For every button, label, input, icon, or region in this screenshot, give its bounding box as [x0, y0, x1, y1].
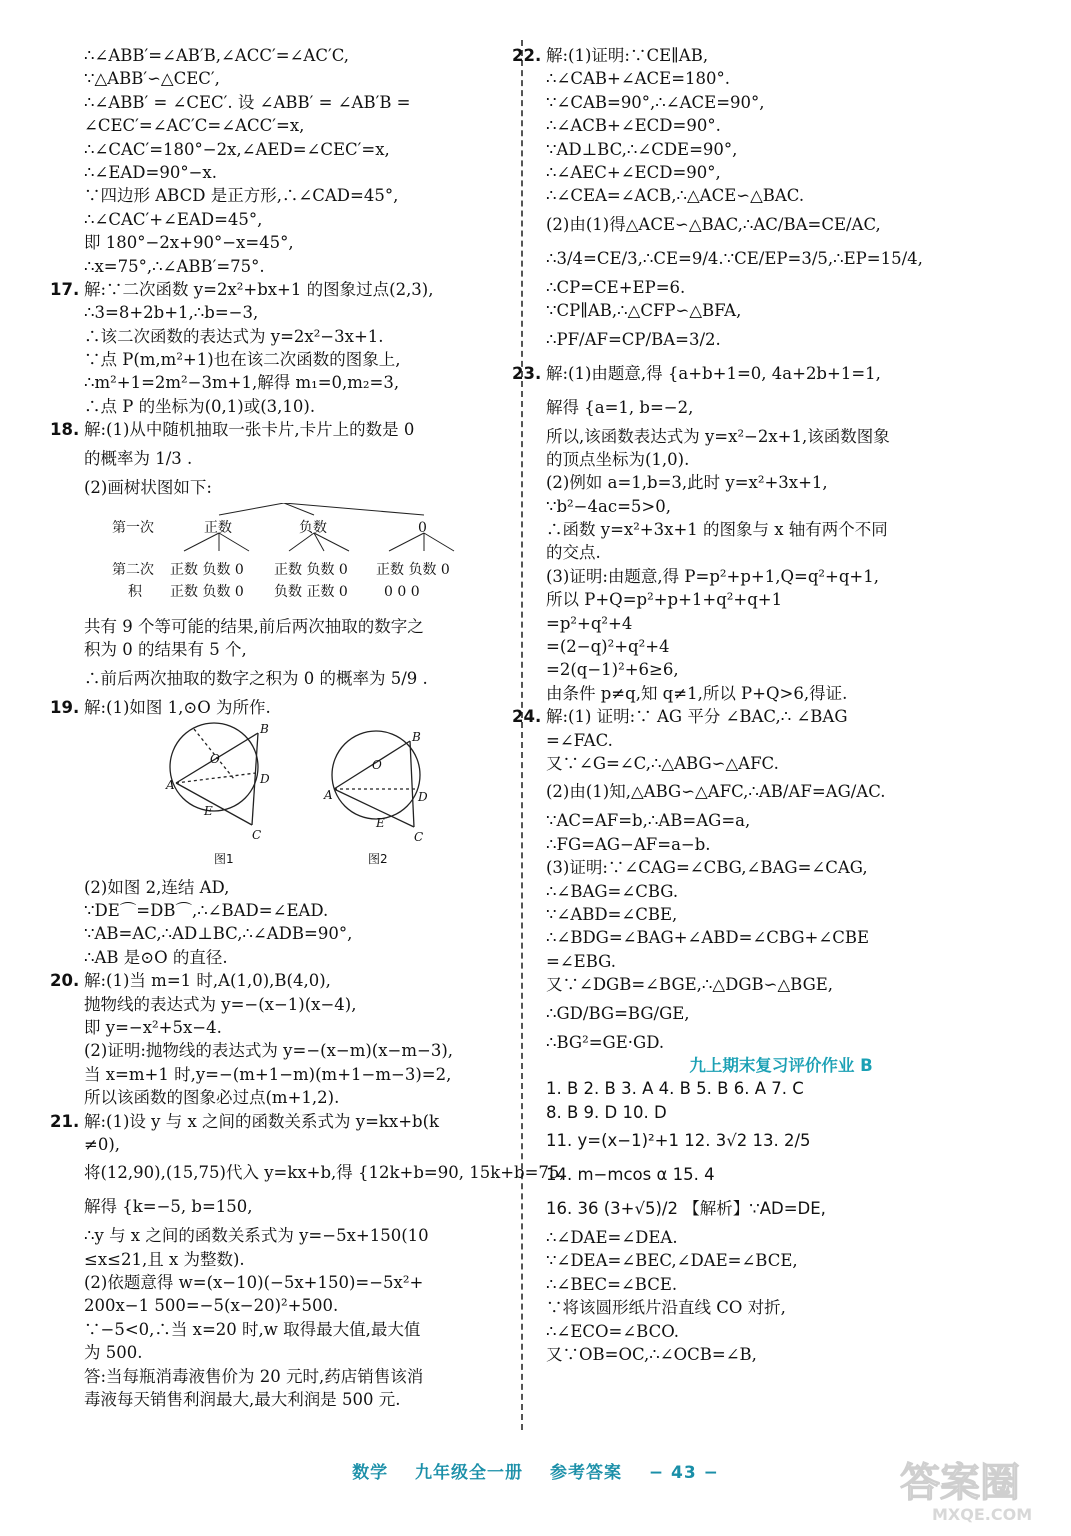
tree-row2-item: 正数 负数 0: [376, 562, 450, 579]
line-text: 又∵∠G=∠C,∴△ABG∽△AFC.: [546, 753, 779, 773]
text-line: [84, 1388, 514, 1411]
text-line: [84, 1271, 514, 1294]
text-line: [84, 946, 514, 969]
tree-row1-label: 第一次: [112, 520, 154, 537]
line-text: ∴GD/BG=BG/GE,: [546, 1003, 690, 1023]
line-text: 积为 0 的结果有 5 个,: [84, 640, 247, 660]
line-text: 解:(1)如图 1,⊙O 为所作.: [84, 697, 271, 717]
fig1-caption: 图1: [214, 852, 234, 867]
text-line: [50, 418, 514, 441]
fig1-label-A: A: [166, 778, 175, 793]
text-line: [84, 1248, 514, 1271]
line-text: 200x−1 500=−5(x−20)²+500.: [84, 1296, 339, 1316]
text-line: [546, 1273, 1016, 1296]
text-line: [512, 705, 1016, 728]
text-line: [546, 1296, 1016, 1319]
line-text: 所以该函数的图象必过点(m+1,2).: [84, 1088, 340, 1108]
line-text: ∴前后两次抽取的数字之积为 0 的概率为 5/9 .: [84, 668, 428, 688]
fig2-label-A: A: [324, 788, 333, 803]
watermark-logo: [892, 1448, 1062, 1528]
line-text: 解:(1) 证明:∵ AG 平分 ∠BAC,∴ ∠BAG: [546, 707, 848, 727]
text-line: [84, 301, 514, 324]
line-text: ∴∠BAG=∠CBG.: [546, 881, 679, 901]
text-line: [546, 997, 1016, 1031]
text-line: [546, 775, 1016, 809]
line-text: (3)证明:∵∠CAG=∠CBG,∠BAG=∠CAG,: [546, 858, 868, 878]
figure-1: [170, 723, 258, 825]
text-line: [84, 1156, 565, 1190]
text-line: [84, 1133, 514, 1156]
line-text: ∴∠CAC′=180°−2x,∠AED=∠CEC′=x,: [84, 139, 390, 159]
text-line: [546, 809, 1016, 832]
line-text: ∵AB=AC,∴AD⊥BC,∴∠ADB=90°,: [84, 924, 353, 944]
problem-number: 18.: [50, 420, 80, 440]
tree-row1-item: 正数: [204, 520, 232, 537]
fig1-label-O: O: [210, 752, 220, 767]
text-line: [512, 357, 1016, 391]
line-text: ∴∠EAD=90°−x.: [84, 162, 217, 182]
line-text: ∵DE⌒=DB⌒,∴∠BAD=∠EAD.: [84, 901, 329, 920]
line-text: (2)由(1)得△ACE∽△BAC,∴AC/BA=CE/AC,: [546, 214, 881, 234]
text-line: [84, 662, 514, 696]
line-text: 解:∵二次函数 y=2x²+bx+1 的图象过点(2,3),: [84, 279, 434, 299]
line-text: 当 x=m+1 时,y=−(m+1−m)(m+1−m−3)=2,: [84, 1064, 452, 1084]
answer-row: 14. m−mcos α 15. 4: [546, 1165, 715, 1185]
line-text: 由条件 p≠q,知 q≠1,所以 P+Q>6,得证.: [546, 683, 848, 703]
line-text: 即 y=−x²+5x−4.: [84, 1017, 222, 1037]
line-text: =∠FAC.: [546, 730, 613, 750]
line-text: =∠EBG.: [546, 951, 616, 971]
line-text: =p²+q²+4: [546, 613, 633, 633]
line-text: ∵四边形 ABCD 是正方形,∴∠CAD=45°,: [84, 186, 399, 206]
fig2-label-E: E: [376, 816, 385, 831]
tree-row3-item: 负数 正数 0: [274, 584, 348, 601]
text-line: [546, 903, 1016, 926]
text-line: [84, 1086, 514, 1109]
line-text: ∴∠ECO=∠BCO.: [546, 1321, 680, 1341]
problem-number: 24.: [512, 707, 542, 727]
text-line: [84, 395, 514, 418]
text-line: [84, 442, 514, 476]
problem-number: 20.: [50, 971, 80, 991]
line-text: 解:(1)设 y 与 x 之间的函数关系式为 y=kx+b(k: [84, 1111, 440, 1131]
text-line: [546, 1343, 1016, 1366]
text-line: [84, 255, 514, 278]
text-line: [546, 208, 1016, 242]
line-text: ∴3/4=CE/3,∴CE=9/4.∵CE/EP=3/5,∴EP=15/4,: [546, 248, 923, 268]
tree-row3-item: 正数 负数 0: [170, 584, 244, 601]
line-text: ∵∠ABD=∠CBE,: [546, 904, 678, 924]
text-line: [84, 184, 514, 207]
tree-row2-item: 正数 负数 0: [170, 562, 244, 579]
line-text: 解:(1)由题意,得 {a+b+1=0, 4a+2b+1=1,: [546, 363, 881, 383]
text-line: [84, 1190, 514, 1224]
line-text: ∵−5<0,∴当 x=20 时,w 取得最大值,最大值: [84, 1319, 421, 1339]
tree-row2-item: 正数 负数 0: [274, 562, 348, 579]
text-line: [546, 471, 1016, 494]
text-line: [546, 729, 1016, 752]
line-text: 答:当每瓶消毒液售价为 20 元时,药店销售该消: [84, 1366, 424, 1386]
line-text: (2)由(1)知,△ABG∽△AFC,∴AB/AF=AG/AC.: [546, 782, 886, 802]
fig2-label-D: D: [418, 790, 428, 805]
text-line: [84, 1016, 514, 1039]
text-line: [546, 495, 1016, 518]
line-text: ∴∠CAC′+∠EAD=45°,: [84, 209, 263, 229]
line-text: 解:(1)当 m=1 时,A(1,0),B(4,0),: [84, 971, 331, 991]
footer-grade: 九年级全一册: [415, 1463, 524, 1483]
figure-2: [332, 731, 420, 827]
line-text: 所以 P+Q=p²+p+1+q²+q+1: [546, 590, 783, 610]
text-line: [84, 231, 514, 254]
tree-row3-item: 0 0 0: [384, 584, 420, 601]
text-line: [546, 67, 1016, 90]
text-line: [84, 1341, 514, 1364]
right-lines-2: [546, 1226, 1016, 1366]
text-line: [84, 1039, 514, 1062]
line-text: ∴3=8+2b+1,∴b=−3,: [84, 303, 259, 323]
text-line: [546, 242, 1016, 276]
text-line: [546, 973, 1016, 996]
line-text: ∴∠ACB+∠ECD=90°.: [546, 116, 721, 136]
footer-kind: 参考答案: [549, 1463, 622, 1483]
text-line: [546, 138, 1016, 161]
fig1-label-E: E: [204, 804, 213, 819]
line-text: 将(12,90),(15,75)代入 y=kx+b,得 {12k+b=90, 15k+b=75,: [84, 1163, 565, 1183]
text-line: [84, 1365, 514, 1388]
text-line: [50, 969, 514, 992]
text-line: [50, 278, 514, 301]
line-text: ∴∠CAB+∠ACE=180°.: [546, 69, 731, 89]
circle-figures: [84, 719, 444, 869]
text-line: [84, 91, 514, 114]
left-lines-3: [50, 876, 565, 1412]
line-text: 所以,该函数表达式为 y=x²−2x+1,该函数图象: [546, 426, 890, 446]
line-text: 的概率为 1/3 .: [84, 448, 193, 468]
text-line: [546, 682, 1016, 705]
text-line: [546, 276, 1016, 299]
line-text: ∵∠DEA=∠BEC,∠DAE=∠BCE,: [546, 1251, 798, 1271]
line-text: ∵AC=AF=b,∴AB=AG=a,: [546, 811, 751, 831]
fig2-label-B: B: [412, 730, 421, 745]
fig2-label-C: C: [414, 830, 424, 845]
fig2-label-O: O: [372, 758, 382, 773]
line-text: 共有 9 个等可能的结果,前后两次抽取的数字之: [84, 617, 424, 637]
answer-row: 11. y=(x−1)²+1 12. 3√2 13. 2/5: [546, 1131, 811, 1151]
problem-number: 22.: [512, 46, 542, 65]
text-line: [84, 208, 514, 231]
line-text: (3)证明:由题意,得 P=p²+p+1,Q=q²+q+1,: [546, 566, 879, 586]
line-text: ∴∠BEC=∠BCE.: [546, 1274, 678, 1294]
line-text: 为 500.: [84, 1343, 143, 1363]
text-line: [84, 371, 514, 394]
line-text: ∵点 P(m,m²+1)也在该二次函数的图象上,: [84, 350, 401, 370]
line-text: (2)画树状图如下:: [84, 477, 212, 497]
footer-subject: 数学: [352, 1463, 389, 1483]
text-line: [50, 696, 514, 719]
text-line: [546, 950, 1016, 973]
line-text: ∴∠DAE=∠DEA.: [546, 1228, 678, 1248]
line-text: ∴CP=CE+EP=6.: [546, 277, 686, 297]
tree-row3-label: 积: [128, 584, 142, 601]
line-text: 解:(1)证明:∵CE∥AB,: [546, 46, 709, 65]
text-line: [546, 612, 1016, 635]
text-line: [84, 615, 514, 638]
line-text: ∵将该圆形纸片沿直线 CO 对折,: [546, 1298, 786, 1318]
text-line: [84, 476, 514, 499]
text-line: [84, 922, 514, 945]
watermark-sub: MXQE.COM: [932, 1505, 1033, 1524]
answer-row: 1. B 2. B 3. A 4. B 5. B 6. A 7. C: [546, 1079, 804, 1099]
tree-row1-item: 负数: [299, 520, 327, 537]
line-text: (2)证明:抛物线的表达式为 y=−(x−m)(x−m−3),: [84, 1041, 454, 1061]
line-text: ∴∠AEC+∠ECD=90°,: [546, 162, 721, 182]
answer-row: 8. B 9. D 10. D: [546, 1102, 667, 1122]
tree-row1-item: 0: [418, 520, 427, 537]
section-title: 九上期末复习评价作业 B: [689, 1055, 873, 1075]
line-text: 毒液每天销售利润最大,最大利润是 500 元.: [84, 1390, 401, 1410]
text-line: [84, 114, 514, 137]
line-text: ∴∠ABB′ = ∠CEC′. 设 ∠ABB′ = ∠AB′B =: [84, 92, 411, 112]
text-line: [546, 425, 1016, 448]
text-line: [546, 856, 1016, 879]
line-text: ∵b²−4ac=5>0,: [546, 496, 671, 516]
line-text: (2)例如 a=1,b=3,此时 y=x²+3x+1,: [546, 473, 828, 493]
right-column: [512, 44, 1016, 1366]
line-text: ∠CEC′=∠AC′C=∠ACC′=x,: [84, 116, 305, 136]
text-line: [84, 138, 514, 161]
text-line: [84, 1224, 514, 1247]
line-text: 解得 {a=1, b=−2,: [546, 397, 694, 417]
text-line: [546, 541, 1016, 564]
text-line: [84, 1063, 514, 1086]
text-line: [546, 752, 1016, 775]
line-text: ∴该二次函数的表达式为 y=2x²−3x+1.: [84, 326, 384, 346]
text-line: [546, 161, 1016, 184]
tree-diagram: [84, 503, 484, 607]
text-line: [546, 91, 1016, 114]
text-line: [84, 1318, 514, 1341]
text-line: [84, 876, 514, 899]
text-line: [546, 833, 1016, 856]
text-line: [84, 67, 514, 90]
text-line: [84, 161, 514, 184]
fig1-label-B: B: [260, 722, 269, 737]
text-line: [546, 448, 1016, 471]
text-line: [546, 880, 1016, 903]
line-text: ∴y 与 x 之间的函数关系式为 y=−5x+150(10: [84, 1226, 429, 1246]
fig2-caption: 图2: [368, 852, 388, 867]
line-text: (2)如图 2,连结 AD,: [84, 877, 230, 897]
text-line: [546, 1226, 1016, 1249]
watermark-main: 答案圈: [900, 1460, 1020, 1506]
text-line: [546, 114, 1016, 137]
left-lines-2: [50, 615, 514, 719]
line-text: ∵∠CAB=90°,∴∠ACE=90°,: [546, 92, 765, 112]
line-text: ∴FG=AG−AF=a−b.: [546, 834, 711, 854]
left-lines-1: [50, 44, 514, 499]
line-text: ∴m²+1=2m²−3m+1,解得 m₁=0,m₂=3,: [84, 373, 400, 393]
line-text: ∴∠ABB′=∠AB′B,∠ACC′=∠AC′C,: [84, 46, 349, 65]
line-text: 即 180°−2x+90°−x=45°,: [84, 233, 294, 253]
text-line: [546, 926, 1016, 949]
fig1-label-C: C: [252, 828, 262, 843]
text-line: [546, 1031, 1016, 1054]
text-line: [546, 588, 1016, 611]
line-text: ∵CP∥AB,∴△CFP∽△BFA,: [546, 301, 742, 321]
text-line: [546, 518, 1016, 541]
text-line: [84, 44, 514, 67]
problem-number: 23.: [512, 363, 542, 383]
line-text: ∴函数 y=x²+3x+1 的图象与 x 轴有两个不同: [546, 520, 888, 540]
fig1-label-D: D: [260, 772, 270, 787]
problem-number: 17.: [50, 279, 80, 299]
line-text: ∵△ABB′∽△CEC′,: [84, 69, 220, 89]
line-text: ∴点 P 的坐标为(0,1)或(3,10).: [84, 396, 316, 416]
text-line: [546, 184, 1016, 207]
line-text: 解得 {k=−5, b=150,: [84, 1197, 253, 1217]
text-line: [546, 635, 1016, 658]
text-line: [84, 899, 514, 922]
right-lines-1: [512, 44, 1016, 1054]
line-text: =(2−q)²+q²+4: [546, 637, 670, 657]
text-line: [546, 391, 1016, 425]
line-text: ∴∠CEA=∠ACB,∴△ACE∽△BAC.: [546, 186, 805, 206]
line-text: 抛物线的表达式为 y=−(x−1)(x−4),: [84, 994, 357, 1014]
text-line: [546, 299, 1016, 322]
line-text: ∵AD⊥BC,∴∠CDE=90°,: [546, 139, 738, 159]
text-line: [50, 1110, 514, 1133]
line-text: ∴x=75°,∴∠ABB′=75°.: [84, 256, 265, 276]
line-text: ≠0),: [84, 1134, 121, 1154]
text-line: [546, 1249, 1016, 1272]
text-line: [546, 565, 1016, 588]
line-text: 又∵∠DGB=∠BGE,∴△DGB∽△BGE,: [546, 975, 834, 995]
problem-number: 19.: [50, 697, 80, 717]
text-line: [546, 658, 1016, 681]
line-text: (2)依题意得 w=(x−10)(−5x+150)=−5x²+: [84, 1273, 424, 1293]
text-line: [512, 44, 1016, 67]
line-text: 的顶点坐标为(1,0).: [546, 449, 690, 469]
problem-number: 21.: [50, 1111, 80, 1131]
tree-row2-label: 第二次: [112, 562, 154, 579]
answer-row: 16. 36 (3+√5)/2 【解析】∵AD=DE,: [546, 1199, 826, 1219]
text-line: [84, 1294, 514, 1317]
text-line: [84, 348, 514, 371]
column-divider: [521, 40, 523, 1430]
text-line: [546, 1320, 1016, 1343]
line-text: =2(q−1)²+6≥6,: [546, 660, 679, 680]
line-text: 解:(1)从中随机抽取一张卡片,卡片上的数是 0: [84, 420, 415, 440]
line-text: ∴AB 是⊙O 的直径.: [84, 947, 228, 967]
text-line: [84, 993, 514, 1016]
line-text: ∴∠BDG=∠BAG+∠ABD=∠CBG+∠CBE: [546, 928, 869, 948]
line-text: 又∵OB=OC,∴∠OCB=∠B,: [546, 1345, 757, 1365]
text-line: [84, 638, 514, 661]
text-line: [84, 325, 514, 348]
text-line: [546, 323, 1016, 357]
line-text: ∴PF/AF=CP/BA=3/2.: [546, 329, 721, 349]
footer-page: − 43 −: [648, 1463, 719, 1483]
line-text: ∴BG²=GE·GD.: [546, 1032, 665, 1052]
line-text: ≤x≤21,且 x 为整数).: [84, 1249, 245, 1269]
line-text: 的交点.: [546, 543, 601, 563]
